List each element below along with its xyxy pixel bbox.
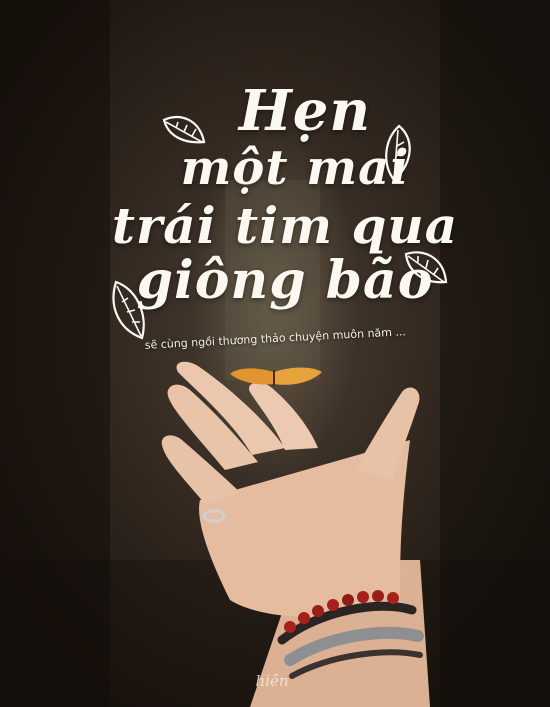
leaf-icon [160,112,208,148]
title-line-1: Hẹn [238,78,372,144]
leaf-icon [382,124,416,184]
title-line-3: trái tim qua [111,196,459,255]
title-line-4: giông bão [136,250,434,311]
tagline: sẽ cùng ngồi thương thảo chuyện muôn năm ... [144,325,407,352]
thumb [355,388,419,480]
signature: hiên [255,672,289,690]
leaf-icon [108,280,148,340]
leaf-icon [402,248,450,288]
title-line-2: một mai [180,140,410,196]
